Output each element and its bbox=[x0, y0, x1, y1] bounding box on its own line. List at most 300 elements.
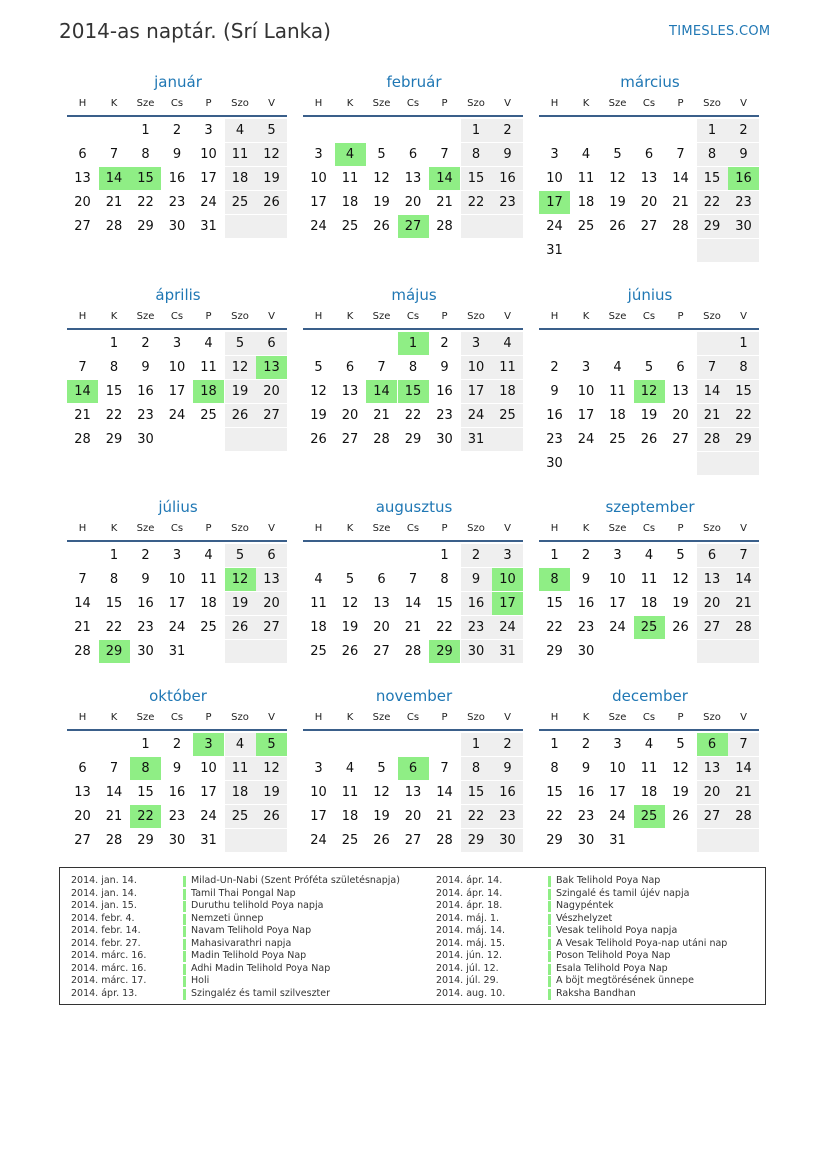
day-cell: 27 bbox=[74, 833, 91, 848]
day-cell: 16 bbox=[577, 596, 595, 611]
day-cell: 26 bbox=[373, 219, 390, 234]
legend-marker bbox=[183, 976, 186, 987]
day-cell: 11 bbox=[225, 757, 256, 780]
legend-date: 2014. máj. 14. bbox=[436, 925, 506, 936]
day-cell: 26 bbox=[310, 432, 327, 447]
day-cell: 20 bbox=[697, 781, 728, 804]
weekday-header: Szo bbox=[467, 712, 485, 723]
day-cell: 17 bbox=[200, 785, 217, 800]
day-cell: 9 bbox=[728, 143, 759, 166]
day-cell: 15 bbox=[137, 785, 154, 800]
day-cell: 3 bbox=[550, 147, 559, 162]
day-cell: 16 bbox=[137, 384, 154, 399]
weekday-header: H bbox=[314, 311, 323, 322]
day-cell: 19 bbox=[672, 785, 689, 800]
weekday-header: V bbox=[740, 311, 747, 322]
legend-marker bbox=[548, 951, 551, 962]
day-cell: 18 bbox=[200, 596, 217, 611]
weekday-header: Szo bbox=[703, 712, 721, 723]
day-cell: 28 bbox=[74, 644, 91, 659]
day-cell: 21 bbox=[436, 195, 453, 210]
day-cell: 22 bbox=[728, 404, 759, 427]
day-cell: 1 bbox=[440, 548, 449, 563]
day-cell: 21 bbox=[728, 592, 759, 615]
holiday-day-cell: 12 bbox=[634, 380, 665, 403]
header-divider bbox=[539, 729, 759, 731]
weekday-header: V bbox=[268, 523, 275, 534]
day-cell: 8 bbox=[109, 360, 119, 375]
holiday-day-cell: 25 bbox=[634, 616, 665, 639]
day-cell: 21 bbox=[373, 408, 390, 423]
day-cell: 2 bbox=[581, 737, 591, 752]
day-cell: 11 bbox=[200, 572, 217, 587]
legend-date: 2014. jan. 15. bbox=[71, 900, 137, 911]
day-cell: 3 bbox=[613, 737, 622, 752]
day-cell: 19 bbox=[225, 380, 256, 403]
day-cell: 31 bbox=[200, 833, 217, 848]
holiday-day-cell: 16 bbox=[728, 167, 759, 190]
day-cell: 26 bbox=[640, 432, 658, 447]
day-cell: 31 bbox=[492, 640, 523, 663]
weekday-header: P bbox=[205, 523, 212, 534]
day-cell: 7 bbox=[109, 761, 119, 776]
day-cell: 26 bbox=[225, 616, 256, 639]
header-divider bbox=[539, 540, 759, 542]
weekday-header: Sze bbox=[372, 523, 391, 534]
day-cell: 12 bbox=[310, 384, 327, 399]
day-cell: 5 bbox=[314, 360, 323, 375]
legend-marker bbox=[548, 889, 551, 900]
day-cell: 22 bbox=[436, 620, 453, 635]
day-cell: 27 bbox=[640, 219, 658, 234]
empty-weekend-cell bbox=[697, 829, 728, 852]
weekday-header: P bbox=[677, 523, 684, 534]
day-cell: 25 bbox=[200, 620, 217, 635]
day-cell: 11 bbox=[492, 356, 523, 379]
day-cell: 9 bbox=[461, 568, 492, 591]
day-cell: 30 bbox=[461, 640, 492, 663]
day-cell: 20 bbox=[256, 592, 287, 615]
legend-marker bbox=[183, 951, 186, 962]
holiday-day-cell: 6 bbox=[697, 733, 728, 756]
weekday-header: H bbox=[78, 311, 87, 322]
empty-weekend-cell bbox=[728, 829, 759, 852]
weekday-header: Cs bbox=[406, 98, 420, 109]
day-cell: 12 bbox=[373, 785, 390, 800]
weekday-header: K bbox=[582, 523, 590, 534]
month-name: június bbox=[627, 286, 673, 304]
day-cell: 5 bbox=[377, 147, 386, 162]
legend-holiday-name: Madin Telihold Poya Nap bbox=[191, 950, 307, 961]
day-cell: 13 bbox=[256, 568, 287, 591]
weekday-header: K bbox=[582, 98, 590, 109]
weekday-header: Szo bbox=[703, 98, 721, 109]
legend-holiday-name: Tamil Thai Pongal Nap bbox=[191, 887, 296, 899]
day-cell: 24 bbox=[200, 195, 217, 210]
weekday-header: P bbox=[205, 712, 212, 723]
weekday-header: H bbox=[314, 523, 323, 534]
day-cell: 7 bbox=[440, 147, 449, 162]
legend-date: 2014. júl. 12. bbox=[436, 962, 499, 974]
legend-date: 2014. júl. 29. bbox=[436, 975, 499, 986]
legend-marker bbox=[183, 876, 186, 887]
legend-marker bbox=[548, 876, 551, 887]
day-cell: 15 bbox=[697, 167, 728, 190]
day-cell: 19 bbox=[609, 195, 626, 210]
day-cell: 6 bbox=[644, 147, 654, 162]
day-cell: 25 bbox=[225, 805, 256, 828]
holiday-day-cell: 14 bbox=[67, 380, 98, 403]
day-cell: 21 bbox=[74, 620, 91, 635]
legend-date: 2014. jan. 14. bbox=[71, 887, 137, 899]
holiday-day-cell: 27 bbox=[398, 215, 429, 238]
day-cell: 8 bbox=[461, 143, 492, 166]
day-cell: 21 bbox=[728, 781, 759, 804]
day-cell: 3 bbox=[172, 548, 182, 563]
day-cell: 2 bbox=[492, 119, 523, 142]
day-cell: 21 bbox=[105, 195, 123, 210]
legend-marker bbox=[183, 989, 186, 1000]
weekday-header: P bbox=[441, 311, 448, 322]
holiday-day-cell: 18 bbox=[193, 380, 224, 403]
day-cell: 30 bbox=[577, 833, 595, 848]
legend-marker bbox=[183, 889, 186, 900]
day-cell: 2 bbox=[172, 737, 182, 752]
weekday-header: Cs bbox=[406, 311, 420, 322]
day-cell: 18 bbox=[310, 620, 327, 635]
day-cell: 30 bbox=[168, 833, 186, 848]
day-cell: 6 bbox=[377, 572, 386, 587]
month-name: augusztus bbox=[375, 498, 453, 516]
day-cell: 15 bbox=[105, 596, 123, 611]
day-cell: 12 bbox=[341, 596, 359, 611]
day-cell: 9 bbox=[581, 572, 591, 587]
day-cell: 19 bbox=[373, 195, 390, 210]
holiday-day-cell: 8 bbox=[539, 568, 570, 591]
day-cell: 7 bbox=[78, 360, 87, 375]
day-cell: 19 bbox=[640, 408, 658, 423]
day-cell: 6 bbox=[408, 147, 418, 162]
weekday-header: P bbox=[441, 712, 448, 723]
weekday-header: Szo bbox=[231, 523, 249, 534]
day-cell: 2 bbox=[141, 548, 150, 563]
day-cell: 10 bbox=[168, 572, 186, 587]
day-cell: 24 bbox=[609, 620, 626, 635]
legend-holiday-name: Esala Telihold Poya Nap bbox=[556, 962, 668, 974]
day-cell: 21 bbox=[105, 809, 123, 824]
day-cell: 7 bbox=[109, 147, 119, 162]
holiday-day-cell: 25 bbox=[634, 805, 665, 828]
day-cell: 21 bbox=[404, 620, 422, 635]
day-cell: 16 bbox=[137, 596, 154, 611]
day-cell: 27 bbox=[256, 404, 287, 427]
day-cell: 16 bbox=[168, 785, 186, 800]
day-cell: 4 bbox=[225, 733, 256, 756]
day-cell: 5 bbox=[225, 544, 256, 567]
day-cell: 29 bbox=[137, 833, 154, 848]
day-cell: 4 bbox=[492, 332, 523, 355]
weekday-header: P bbox=[205, 98, 212, 109]
legend-date: 2014. ápr. 14. bbox=[436, 887, 503, 899]
legend-holiday-name: Vészhelyzet bbox=[556, 912, 613, 924]
month-name: május bbox=[391, 286, 437, 304]
header-divider bbox=[303, 540, 523, 542]
day-cell: 28 bbox=[105, 219, 123, 234]
weekday-header: V bbox=[740, 98, 747, 109]
weekday-header: Cs bbox=[642, 712, 656, 723]
weekday-header: V bbox=[504, 523, 511, 534]
day-cell: 11 bbox=[225, 143, 256, 166]
day-cell: 31 bbox=[200, 219, 217, 234]
day-cell: 7 bbox=[78, 572, 87, 587]
day-cell: 24 bbox=[546, 219, 563, 234]
legend-marker bbox=[183, 939, 186, 950]
holiday-day-cell: 15 bbox=[130, 167, 161, 190]
day-cell: 13 bbox=[404, 785, 422, 800]
day-cell: 9 bbox=[492, 757, 523, 780]
holiday-day-cell: 14 bbox=[366, 380, 397, 403]
legend-holiday-name: Raksha Bandhan bbox=[556, 987, 636, 999]
legend-holiday-name: Vesak telihold Poya napja bbox=[556, 925, 678, 936]
day-cell: 7 bbox=[676, 147, 685, 162]
day-cell: 15 bbox=[461, 781, 492, 804]
legend-holiday-name: Duruthu telihold Poya napja bbox=[191, 900, 324, 911]
day-cell: 11 bbox=[200, 360, 217, 375]
day-cell: 10 bbox=[461, 356, 492, 379]
day-cell: 21 bbox=[436, 809, 453, 824]
weekday-header: V bbox=[268, 98, 275, 109]
day-cell: 13 bbox=[373, 596, 390, 611]
legend-holiday-name: Nemzeti ünnep bbox=[191, 912, 264, 924]
legend-marker bbox=[548, 926, 551, 937]
day-cell: 18 bbox=[577, 195, 595, 210]
day-cell: 25 bbox=[200, 408, 217, 423]
day-cell: 20 bbox=[256, 380, 287, 403]
day-cell: 23 bbox=[168, 809, 186, 824]
day-cell: 30 bbox=[577, 644, 595, 659]
day-cell: 17 bbox=[168, 596, 186, 611]
day-cell: 4 bbox=[644, 548, 654, 563]
day-cell: 4 bbox=[204, 548, 213, 563]
day-cell: 27 bbox=[256, 616, 287, 639]
weekday-header: Szo bbox=[703, 523, 721, 534]
day-cell: 27 bbox=[373, 644, 390, 659]
day-cell: 10 bbox=[609, 572, 626, 587]
day-cell: 16 bbox=[168, 171, 186, 186]
weekday-header: Sze bbox=[608, 311, 627, 322]
day-cell: 1 bbox=[550, 737, 559, 752]
day-cell: 8 bbox=[550, 761, 559, 776]
day-cell: 3 bbox=[613, 548, 622, 563]
day-cell: 26 bbox=[373, 833, 390, 848]
day-cell: 11 bbox=[640, 572, 658, 587]
day-cell: 8 bbox=[109, 572, 119, 587]
day-cell: 30 bbox=[168, 219, 186, 234]
day-cell: 30 bbox=[137, 644, 154, 659]
legend-date: 2014. jún. 12. bbox=[436, 950, 503, 961]
day-cell: 24 bbox=[609, 809, 626, 824]
day-cell: 20 bbox=[373, 620, 390, 635]
day-cell: 5 bbox=[676, 548, 685, 563]
day-cell: 22 bbox=[546, 809, 563, 824]
empty-weekend-cell bbox=[225, 215, 256, 238]
legend-holiday-name: Szingaléz és tamil szilveszter bbox=[191, 987, 331, 999]
day-cell: 1 bbox=[728, 332, 759, 355]
day-cell: 13 bbox=[640, 171, 658, 186]
weekday-header: K bbox=[110, 98, 118, 109]
day-cell: 28 bbox=[373, 432, 390, 447]
day-cell: 27 bbox=[74, 219, 91, 234]
day-cell: 15 bbox=[728, 380, 759, 403]
day-cell: 12 bbox=[225, 356, 256, 379]
empty-weekend-cell bbox=[697, 452, 728, 475]
day-cell: 19 bbox=[225, 592, 256, 615]
day-cell: 11 bbox=[640, 761, 658, 776]
legend-marker bbox=[548, 901, 551, 912]
holiday-day-cell: 17 bbox=[539, 191, 570, 214]
day-cell: 29 bbox=[137, 219, 154, 234]
day-cell: 20 bbox=[640, 195, 658, 210]
day-cell: 23 bbox=[577, 620, 595, 635]
legend-marker bbox=[548, 964, 551, 975]
day-cell: 24 bbox=[310, 219, 327, 234]
day-cell: 4 bbox=[581, 147, 591, 162]
empty-weekend-cell bbox=[225, 428, 256, 451]
weekday-header: K bbox=[346, 523, 354, 534]
day-cell: 17 bbox=[609, 596, 626, 611]
day-cell: 8 bbox=[697, 143, 728, 166]
legend-date: 2014. márc. 16. bbox=[71, 962, 147, 974]
empty-weekend-cell bbox=[492, 215, 523, 238]
day-cell: 4 bbox=[644, 737, 654, 752]
day-cell: 25 bbox=[492, 404, 523, 427]
day-cell: 7 bbox=[728, 733, 759, 756]
day-cell: 14 bbox=[105, 785, 123, 800]
day-cell: 4 bbox=[225, 119, 256, 142]
legend-holiday-name: A Vesak Telihold Poya-nap utáni nap bbox=[556, 937, 728, 949]
holiday-day-cell: 15 bbox=[398, 380, 429, 403]
day-cell: 13 bbox=[697, 757, 728, 780]
weekday-header: K bbox=[582, 311, 590, 322]
holiday-day-cell: 14 bbox=[99, 167, 130, 190]
legend-marker bbox=[183, 964, 186, 975]
weekday-header: Sze bbox=[136, 712, 155, 723]
weekday-header: P bbox=[441, 523, 448, 534]
day-cell: 28 bbox=[697, 428, 728, 451]
day-cell: 2 bbox=[440, 336, 449, 351]
day-cell: 20 bbox=[74, 809, 91, 824]
holiday-day-cell: 29 bbox=[429, 640, 460, 663]
header-divider bbox=[303, 328, 523, 330]
legend-date: 2014. máj. 1. bbox=[436, 912, 500, 924]
day-cell: 25 bbox=[609, 432, 626, 447]
weekday-header: P bbox=[677, 98, 684, 109]
day-cell: 1 bbox=[461, 733, 492, 756]
day-cell: 25 bbox=[341, 833, 359, 848]
day-cell: 19 bbox=[310, 408, 327, 423]
day-cell: 14 bbox=[404, 596, 422, 611]
month-name: október bbox=[149, 687, 207, 705]
day-cell: 9 bbox=[172, 761, 182, 776]
month-name: július bbox=[158, 498, 198, 516]
day-cell: 31 bbox=[609, 833, 626, 848]
legend-marker bbox=[183, 901, 186, 912]
legend-marker bbox=[183, 914, 186, 925]
day-cell: 18 bbox=[640, 785, 658, 800]
legend-holiday-name: Mahasivarathri napja bbox=[191, 937, 292, 949]
day-cell: 10 bbox=[609, 761, 626, 776]
weekday-header: Sze bbox=[372, 311, 391, 322]
day-cell: 9 bbox=[440, 360, 449, 375]
day-cell: 23 bbox=[492, 191, 523, 214]
day-cell: 14 bbox=[436, 785, 453, 800]
day-cell: 12 bbox=[256, 757, 287, 780]
day-cell: 9 bbox=[581, 761, 591, 776]
day-cell: 22 bbox=[137, 195, 154, 210]
legend-date: 2014. jan. 14. bbox=[71, 875, 137, 886]
weekday-header: H bbox=[78, 98, 87, 109]
day-cell: 8 bbox=[728, 356, 759, 379]
day-cell: 28 bbox=[728, 805, 759, 828]
weekday-header: H bbox=[550, 311, 559, 322]
weekday-header: H bbox=[314, 712, 323, 723]
legend-holiday-name: Poson Telihold Poya Nap bbox=[556, 950, 671, 961]
holiday-day-cell: 6 bbox=[398, 757, 429, 780]
legend-marker bbox=[548, 939, 551, 950]
day-cell: 15 bbox=[461, 167, 492, 190]
day-cell: 23 bbox=[546, 432, 563, 447]
day-cell: 22 bbox=[105, 620, 123, 635]
legend-marker bbox=[548, 914, 551, 925]
weekday-header: K bbox=[346, 311, 354, 322]
header-divider bbox=[539, 115, 759, 117]
weekday-header: Sze bbox=[608, 98, 627, 109]
day-cell: 18 bbox=[609, 408, 626, 423]
holiday-day-cell: 1 bbox=[398, 332, 429, 355]
day-cell: 23 bbox=[137, 620, 154, 635]
empty-weekend-cell bbox=[256, 829, 287, 852]
weekday-header: V bbox=[268, 311, 275, 322]
day-cell: 10 bbox=[577, 384, 595, 399]
weekday-header: H bbox=[78, 712, 87, 723]
day-cell: 12 bbox=[609, 171, 626, 186]
legend-date: 2014. máj. 15. bbox=[436, 937, 506, 949]
day-cell: 6 bbox=[345, 360, 355, 375]
day-cell: 19 bbox=[256, 167, 287, 190]
weekday-header: Szo bbox=[231, 712, 249, 723]
empty-weekend-cell bbox=[728, 452, 759, 475]
day-cell: 31 bbox=[168, 644, 186, 659]
day-cell: 25 bbox=[310, 644, 327, 659]
day-cell: 9 bbox=[550, 384, 559, 399]
weekday-header: Cs bbox=[642, 311, 656, 322]
page-title: 2014-as naptár. (Srí Lanka) bbox=[59, 19, 331, 43]
empty-weekend-cell bbox=[697, 640, 728, 663]
day-cell: 30 bbox=[728, 215, 759, 238]
holiday-day-cell: 10 bbox=[492, 568, 523, 591]
day-cell: 25 bbox=[577, 219, 595, 234]
day-cell: 22 bbox=[404, 408, 422, 423]
day-cell: 21 bbox=[697, 404, 728, 427]
day-cell: 16 bbox=[461, 592, 492, 615]
month-name: március bbox=[620, 73, 680, 91]
day-cell: 22 bbox=[105, 408, 123, 423]
day-cell: 24 bbox=[492, 616, 523, 639]
header-divider bbox=[67, 115, 287, 117]
brand-link[interactable]: TIMESLES.COM bbox=[669, 24, 771, 39]
holiday-day-cell: 8 bbox=[130, 757, 161, 780]
weekday-header: Cs bbox=[406, 523, 420, 534]
